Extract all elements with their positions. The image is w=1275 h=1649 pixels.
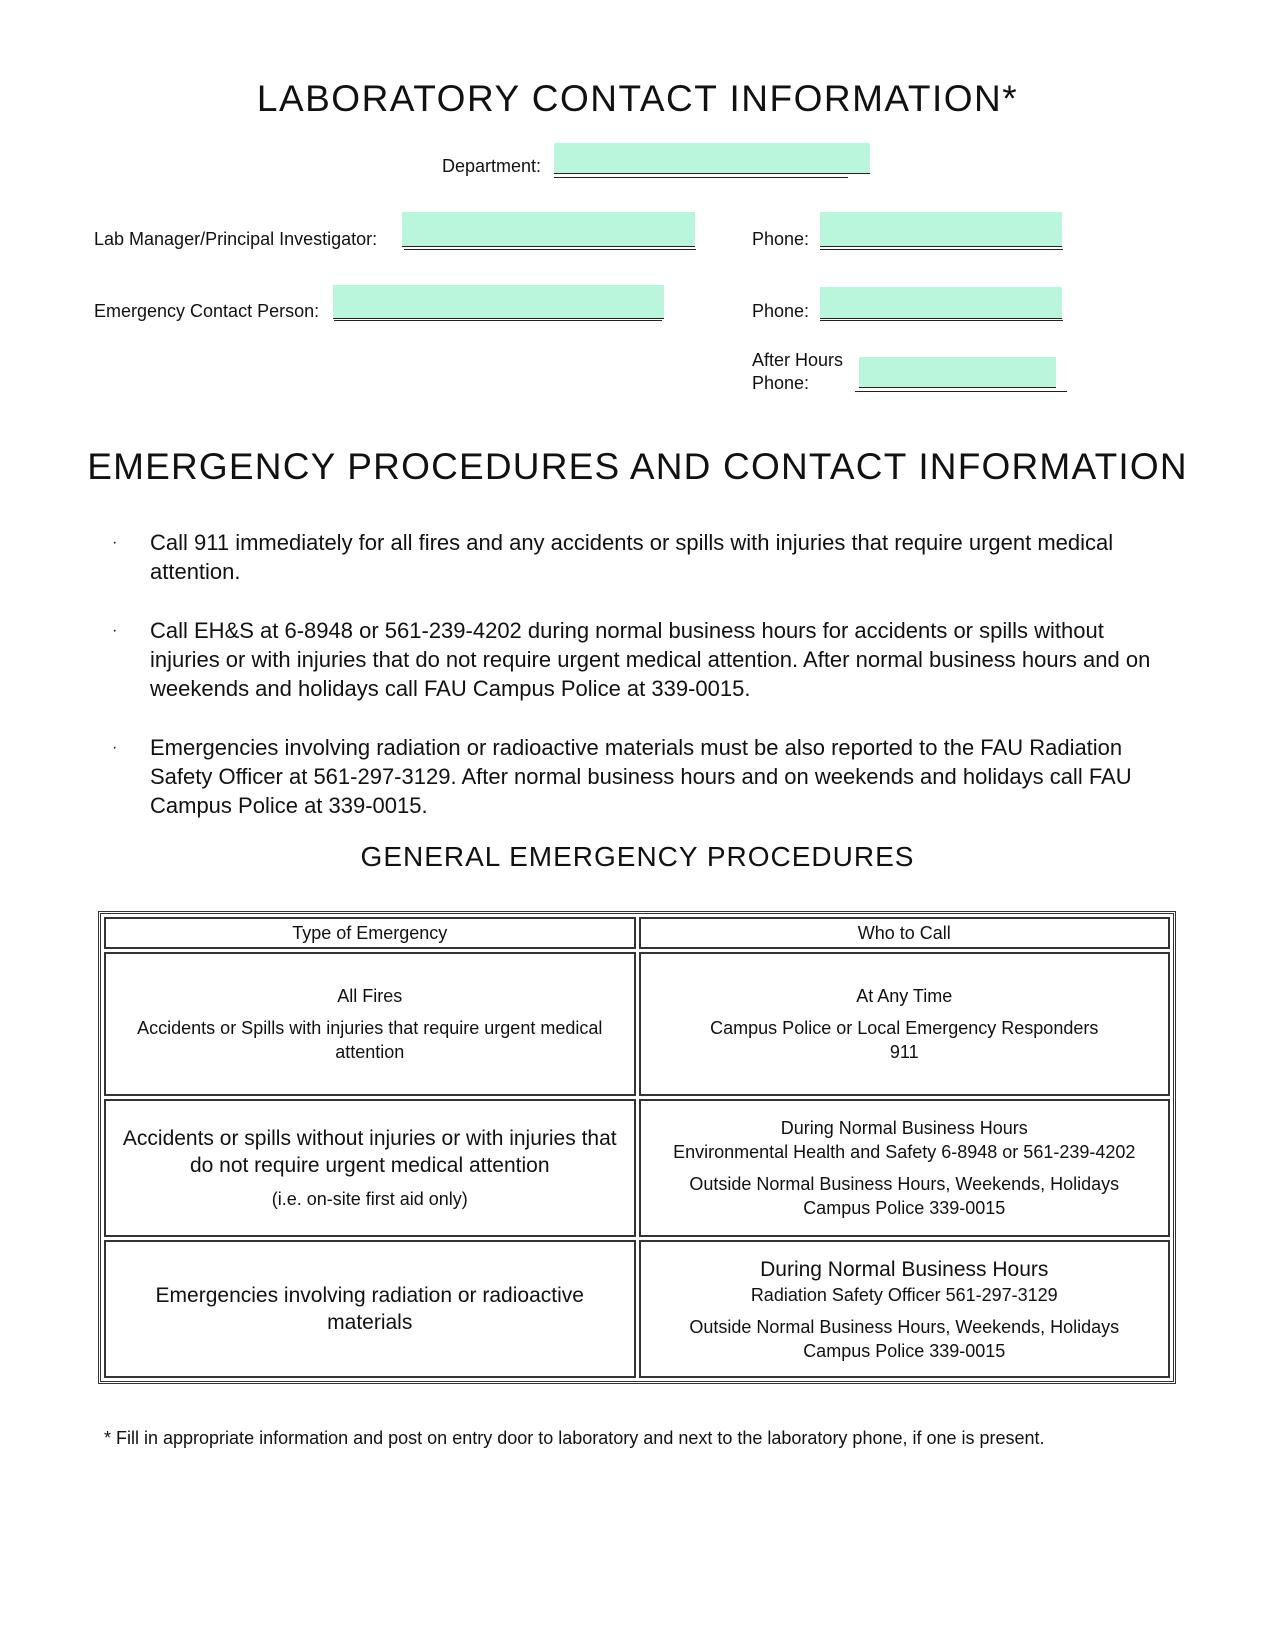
pi-underline bbox=[404, 249, 696, 250]
emergency-contact-input[interactable] bbox=[333, 285, 664, 318]
call-line: Environmental Health and Safety 6-8948 or 561-239-4202 bbox=[673, 1142, 1136, 1162]
call-line: During Normal Business Hours bbox=[780, 1118, 1028, 1138]
type-cell bbox=[104, 952, 636, 1096]
emergency-phone-input[interactable] bbox=[820, 287, 1062, 318]
page-title: LABORATORY CONTACT INFORMATION* bbox=[256, 78, 1019, 119]
footnote: * Fill in appropriate information and post on entry door to laboratory and next to the laboratory phone, if one is present. bbox=[104, 1428, 1045, 1448]
bullet-text: Call EH&S at 6-8948 or 561-239-4202 during normal business hours for accidents or spills without injuries or with injuries that do not require urgent medical attention. After normal business hours and on weekends and holidays call FAU Campus Police at 339-0015. bbox=[150, 618, 1151, 701]
bullet-symbol: · bbox=[112, 534, 118, 551]
call-line: Outside Normal Business Hours, Weekends, Holidays bbox=[689, 1174, 1120, 1194]
emergency-phone-label: Phone: bbox=[752, 301, 810, 321]
department-input[interactable] bbox=[554, 143, 870, 173]
call-line: Campus Police 339-0015 bbox=[803, 1340, 1006, 1361]
emergency-contact-label: Emergency Contact Person: bbox=[94, 301, 320, 321]
type-cell bbox=[104, 1240, 636, 1378]
after-hours-label bbox=[752, 349, 843, 395]
table-title: GENERAL EMERGENCY PROCEDURES bbox=[360, 841, 915, 872]
call-cell bbox=[639, 952, 1171, 1096]
call-line: During Normal Business Hours bbox=[760, 1257, 1049, 1281]
list-item bbox=[112, 528, 1172, 586]
emergency-phone-underline bbox=[820, 320, 1063, 321]
header-who: Who to Call bbox=[639, 917, 1171, 949]
call-line: Campus Police or Local Emergency Responders bbox=[710, 1018, 1099, 1038]
table-header-row bbox=[104, 917, 1170, 949]
bullet-text: Call 911 immediately for all fires and any accidents or spills with injuries that require urgent medical attention. bbox=[150, 530, 1114, 584]
list-item bbox=[112, 616, 1172, 703]
pi-input[interactable] bbox=[402, 212, 695, 246]
call-line: At Any Time bbox=[856, 986, 953, 1006]
after-hours-label-line2: Phone: bbox=[752, 373, 810, 393]
department-underline bbox=[554, 177, 848, 178]
header-type: Type of Emergency bbox=[104, 917, 636, 949]
type-line: (i.e. on-site first aid only) bbox=[271, 1189, 468, 1209]
after-hours-underline bbox=[855, 391, 1067, 392]
type-line: All Fires bbox=[337, 986, 403, 1006]
call-line: Outside Normal Business Hours, Weekends, Holidays bbox=[689, 1316, 1120, 1337]
type-line: Emergencies involving radiation or radioactive materials bbox=[155, 1284, 584, 1334]
procedures-table bbox=[98, 911, 1176, 1384]
emergency-phone-field[interactable] bbox=[820, 287, 1062, 319]
department-label: Department: bbox=[442, 156, 542, 176]
type-cell bbox=[104, 1099, 636, 1237]
pi-phone-input[interactable] bbox=[820, 212, 1062, 246]
section-title: EMERGENCY PROCEDURES AND CONTACT INFORMATION bbox=[87, 446, 1188, 487]
call-line: Radiation Safety Officer 561-297-3129 bbox=[750, 1284, 1058, 1305]
after-hours-input[interactable] bbox=[859, 357, 1056, 387]
pi-label: Lab Manager/Principal Investigator: bbox=[94, 229, 378, 249]
emergency-contact-field[interactable] bbox=[333, 285, 664, 319]
table-row bbox=[104, 952, 1170, 1096]
pi-phone-underline bbox=[820, 249, 1063, 250]
list-item bbox=[112, 733, 1172, 820]
emergency-contact-underline bbox=[334, 320, 662, 321]
call-cell bbox=[639, 1240, 1171, 1378]
department-field[interactable] bbox=[554, 143, 870, 174]
table-row bbox=[104, 1099, 1170, 1237]
call-cell bbox=[639, 1099, 1171, 1237]
pi-field[interactable] bbox=[402, 212, 695, 247]
bullet-symbol: · bbox=[112, 622, 118, 639]
bullet-text: Emergencies involving radiation or radioactive materials must be also reported to the FAU Radiation Safety Officer at 561-297-3129. After normal business hours and on weekends and holidays call FAU Campus Police at 339-0015. bbox=[150, 735, 1132, 818]
type-line: Accidents or Spills with injuries that require urgent medical attention bbox=[137, 1018, 603, 1062]
bullet-list bbox=[112, 528, 1172, 850]
table-row bbox=[104, 1240, 1170, 1378]
after-hours-field[interactable] bbox=[859, 357, 1056, 388]
type-line: Accidents or spills without injuries or with injuries that do not require urgent medical attention bbox=[122, 1127, 617, 1177]
pi-phone-label: Phone: bbox=[752, 229, 810, 249]
call-line: 911 bbox=[889, 1042, 919, 1062]
pi-phone-field[interactable] bbox=[820, 212, 1062, 247]
call-line: Campus Police 339-0015 bbox=[803, 1198, 1006, 1218]
after-hours-label-line1: After Hours bbox=[752, 350, 844, 370]
bullet-symbol: · bbox=[112, 739, 118, 756]
